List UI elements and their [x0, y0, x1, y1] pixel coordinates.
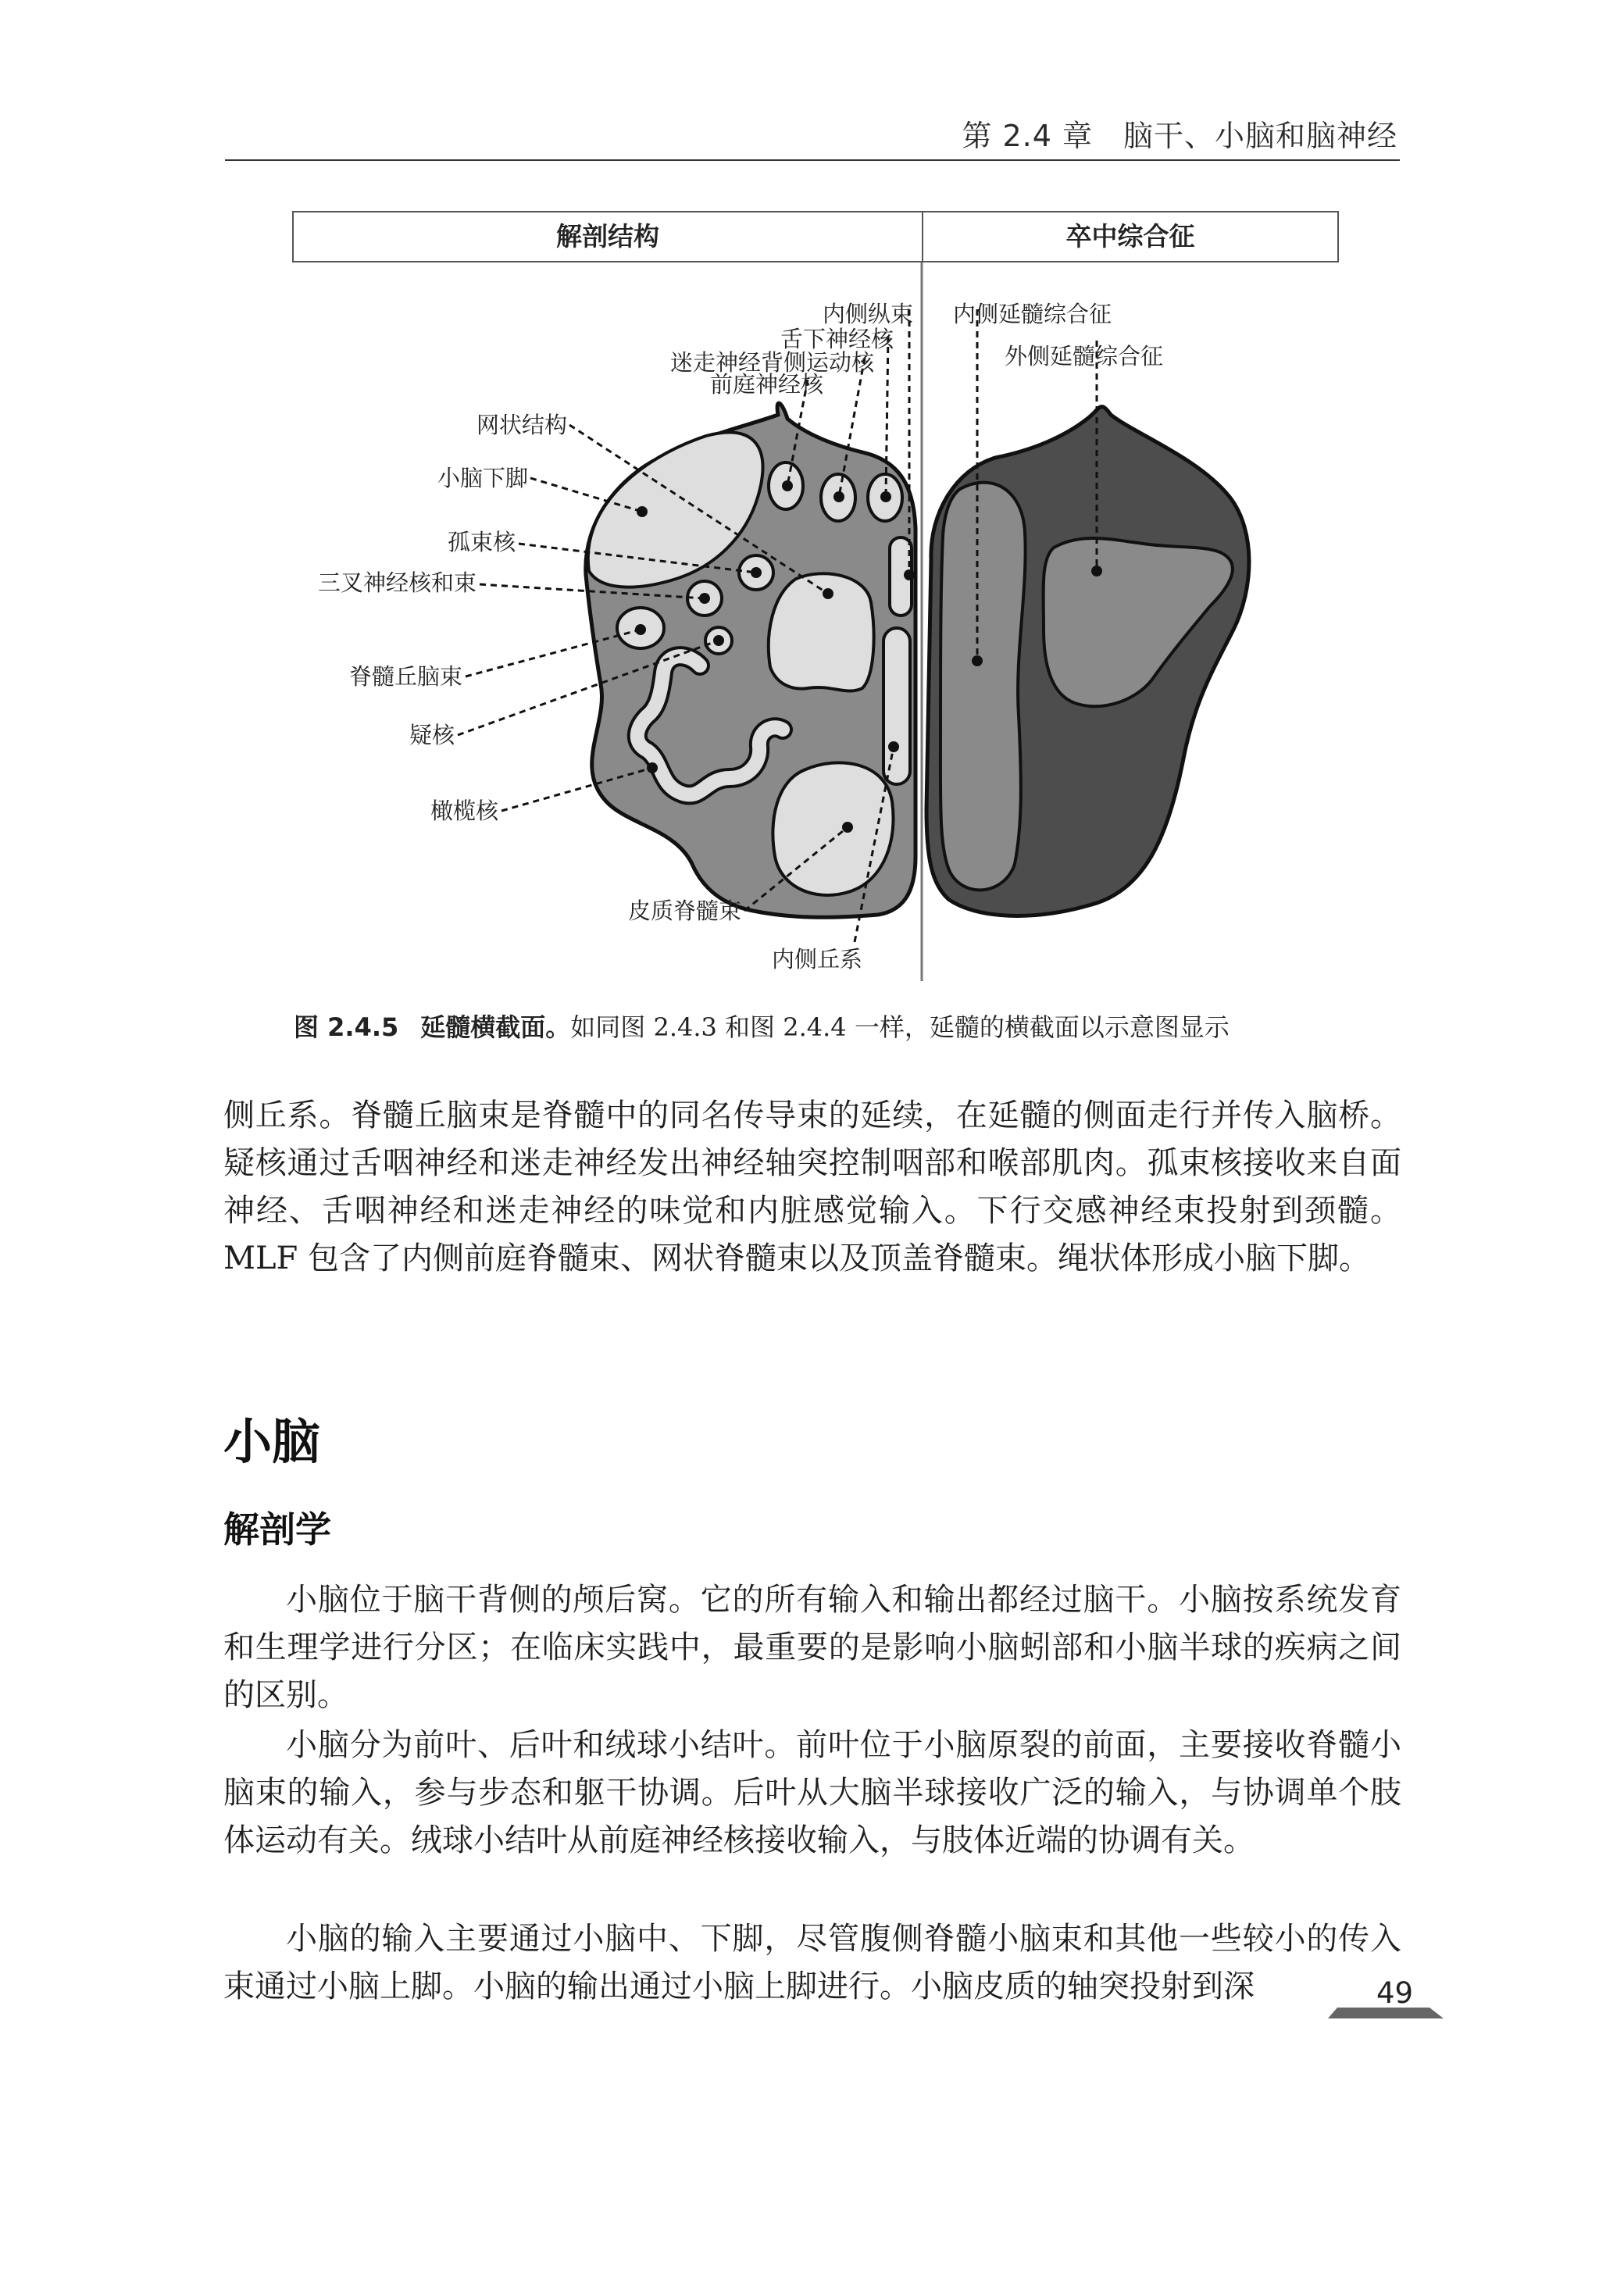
section-heading: 小脑 [223, 1413, 321, 1470]
label-medial-syndrome: 内侧延髓综合征 [953, 301, 1112, 327]
figure-header-table [292, 211, 1339, 262]
label-reticular: 网状结构 [476, 412, 567, 438]
label-mlf: 内侧纵束 [822, 301, 913, 327]
label-trigeminal: 三叉神经核和束 [317, 569, 476, 596]
caption-title: 延髓横截面。 [420, 1012, 571, 1042]
paragraph-1: 侧丘系。脊髓丘脑束是脊髓中的同名传导束的延续，在延髓的侧面走行并传入脑桥。疑核通过舌咽神经和迷走神经发出神经轴突控制咽部和喉部肌肉。孤束核接收来自面神经、舌咽神经和迷走神经的味觉和内脏感觉输入。下行交感神经束投射到颈髓。MLF 包含了内侧前庭脊髓束、网状脊髓束以及顶盖脊髓束。绳状体形成小脑下脚。 [223, 1098, 1401, 1276]
header-rule [225, 159, 1400, 161]
paragraph-2: 小脑位于脑干背侧的颅后窝。它的所有输入和输出都经过脑干。小脑按系统发育和生理学进行分区；在临床实践中，最重要的是影响小脑蚓部和小脑半球的疾病之间的区别。 [223, 1582, 1401, 1713]
label-corticospinal: 皮质脊髓束 [627, 898, 741, 924]
table-header-anatomy: 解剖结构 [556, 221, 659, 252]
label-spinothalamic: 脊髓丘脑束 [348, 663, 462, 690]
page-number: 49 [1376, 1976, 1414, 2010]
paragraph-3: 小脑分为前叶、后叶和绒球小结叶。前叶位于小脑原裂的前面，主要接收脊髓小脑束的输入，参与步态和躯干协调。后叶从大脑半球接收广泛的输入，与协调单个肢体运动有关。绒球小结叶从前庭神经核接收输入，与肢体近端的协调有关。 [223, 1727, 1401, 1858]
label-medial-lemniscus: 内侧丘系 [771, 946, 862, 973]
corticospinal-tract [773, 762, 893, 895]
running-head: 第 2.4 章 脑干、小脑和脑神经 [962, 119, 1397, 153]
table-header-syndrome: 卒中综合征 [1065, 221, 1195, 252]
medulla-cross-section-diagram [292, 262, 1339, 997]
caption-number: 图 2.4.5 [294, 1012, 399, 1042]
label-solitary: 孤束核 [447, 529, 516, 555]
reticular-formation [769, 573, 874, 691]
subsection-heading: 解剖学 [223, 1508, 331, 1551]
figure-caption [294, 1008, 1230, 1044]
medial-lemniscus [883, 628, 910, 784]
medial-medullary-region [940, 483, 1026, 891]
label-vestibular: 前庭神经核 [709, 371, 823, 398]
paragraph-4: 小脑的输入主要通过小脑中、下脚，尽管腹侧脊髓小脑束和其他一些较小的传入束通过小脑上脚。小脑的输出通过小脑上脚进行。小脑皮质的轴突投射到深 [223, 1921, 1401, 2004]
label-ambiguus: 疑核 [409, 722, 455, 748]
label-icp: 小脑下脚 [437, 465, 528, 491]
label-vagus-dorsal: 迷走神经背侧运动核 [669, 349, 874, 376]
label-lateral-syndrome: 外侧延髓综合征 [1005, 343, 1164, 369]
caption-text: 如同图 2.4.3 和图 2.4.4 一样，延髓的横截面以示意图显示 [570, 1012, 1230, 1042]
page-tab-decoration [1328, 2008, 1445, 2023]
label-olive: 橄榄核 [430, 798, 498, 824]
label-hypoglossal: 舌下神经核 [780, 326, 894, 352]
